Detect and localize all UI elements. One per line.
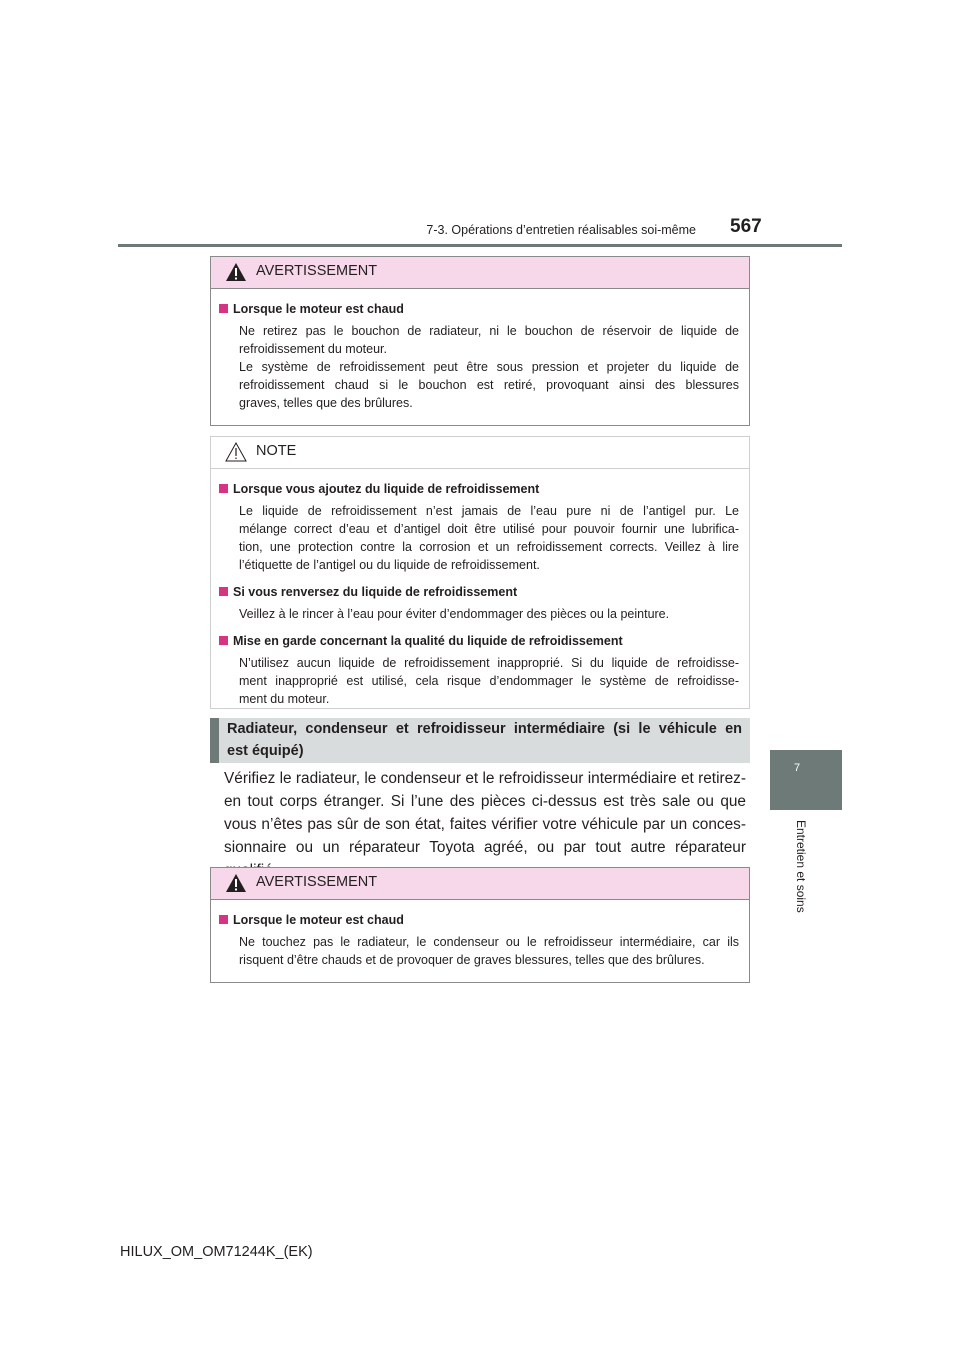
chapter-number: 7 [794, 762, 801, 774]
section-title-line: est équipé) [227, 743, 304, 759]
header-rule [118, 244, 842, 247]
item-title: Lorsque vous ajoutez du liquide de refroidissement [233, 482, 540, 496]
text-line: l’étiquette de l’antigel ou du liquide de refroidissement. [239, 558, 540, 572]
text-line: Ne touchez pas le radiateur, le condenseur ou le refroidisseur intermédiaire, car ils [239, 935, 739, 949]
chapter-tab[interactable] [770, 750, 842, 810]
square-bullet-icon [219, 484, 228, 493]
section-title-line: Radiateur, condenseur et refroidisseur intermédiaire (si le véhicule en [227, 721, 742, 737]
section-title [210, 718, 750, 763]
item-title: Lorsque le moteur est chaud [233, 302, 404, 316]
warning-header [211, 868, 749, 900]
chapter-title: Entretien et soins [794, 820, 808, 913]
document-code: HILUX_OM_OM71244K_(EK) [120, 1244, 313, 1260]
warning-item [219, 301, 739, 412]
note-item [219, 481, 739, 574]
warning-triangle-icon [225, 262, 247, 282]
text-line: Veillez à le rincer à l’eau pour éviter d’endommager des pièces ou la peinture. [239, 607, 670, 621]
warning-item [219, 912, 739, 969]
warning-header [211, 257, 749, 289]
text-line: refroidissement chaud si le bouchon est retiré, provoquant ainsi des blessures [239, 378, 739, 392]
page-number: 567 [730, 216, 762, 237]
text-line: Ne retirez pas le bouchon de radiateur, ni le bouchon de réservoir de liquide de [239, 324, 739, 338]
warning-box-radiator [210, 867, 750, 983]
note-box-coolant [210, 436, 750, 709]
warning-label: AVERTISSEMENT [256, 263, 378, 279]
text-line: graves, telles que des brûlures. [239, 396, 413, 410]
warning-triangle-icon [225, 873, 247, 893]
note-header [211, 437, 749, 469]
body-paragraph [224, 767, 746, 882]
text-line: refroidissement du moteur. [239, 342, 387, 356]
warning-label: AVERTISSEMENT [256, 874, 378, 890]
square-bullet-icon [219, 636, 228, 645]
note-label: NOTE [256, 443, 297, 459]
text-line: ment du moteur. [239, 692, 330, 706]
text-line: risquent d’être chauds et de provoquer de graves blessures, telles que des brûlures. [239, 953, 705, 967]
paragraph-line: en tout corps étranger. Si l’une des pièces ci-dessus est très sale ou que [224, 793, 746, 810]
note-item [219, 584, 739, 623]
header-section-title: 7-3. Opérations d’entretien réalisables soi-même [426, 223, 696, 237]
text-line: mélange correct d’eau et d’antigel doit être utilisé pour pouvoir fournir une lubrifica- [239, 522, 739, 536]
paragraph-line: Vérifiez le radiateur, le condenseur et le refroidisseur intermédiaire et retirez- [224, 770, 746, 787]
text-line: ment inapproprié est utilisé, cela risque d’endommager le système de refroidisse- [239, 674, 739, 688]
item-title: Mise en garde concernant la qualité du liquide de refroidissement [233, 634, 623, 648]
text-line: Le liquide de refroidissement n’est jamais de l’eau pure ni de l’antigel pur. Le [239, 504, 739, 518]
text-line: Le système de refroidissement peut être sous pression et projeter du liquide de [239, 360, 739, 374]
note-item [219, 633, 739, 708]
item-title: Si vous renversez du liquide de refroidissement [233, 585, 518, 599]
caution-triangle-icon [225, 442, 247, 462]
square-bullet-icon [219, 915, 228, 924]
paragraph-line: sionnaire ou un réparateur Toyota agréé, ou par tout autre réparateur [224, 839, 746, 856]
square-bullet-icon [219, 587, 228, 596]
text-line: tion, une protection contre la corrosion et un refroidissement corrects. Veillez à lire [239, 540, 739, 554]
square-bullet-icon [219, 304, 228, 313]
warning-box-hot-engine [210, 256, 750, 426]
paragraph-line: vous n’êtes pas sûr de son état, faites vérifier votre véhicule par un conces- [224, 816, 746, 833]
text-line: N’utilisez aucun liquide de refroidissement inapproprié. Si du liquide de refroidisse- [239, 656, 739, 670]
item-title: Lorsque le moteur est chaud [233, 913, 404, 927]
